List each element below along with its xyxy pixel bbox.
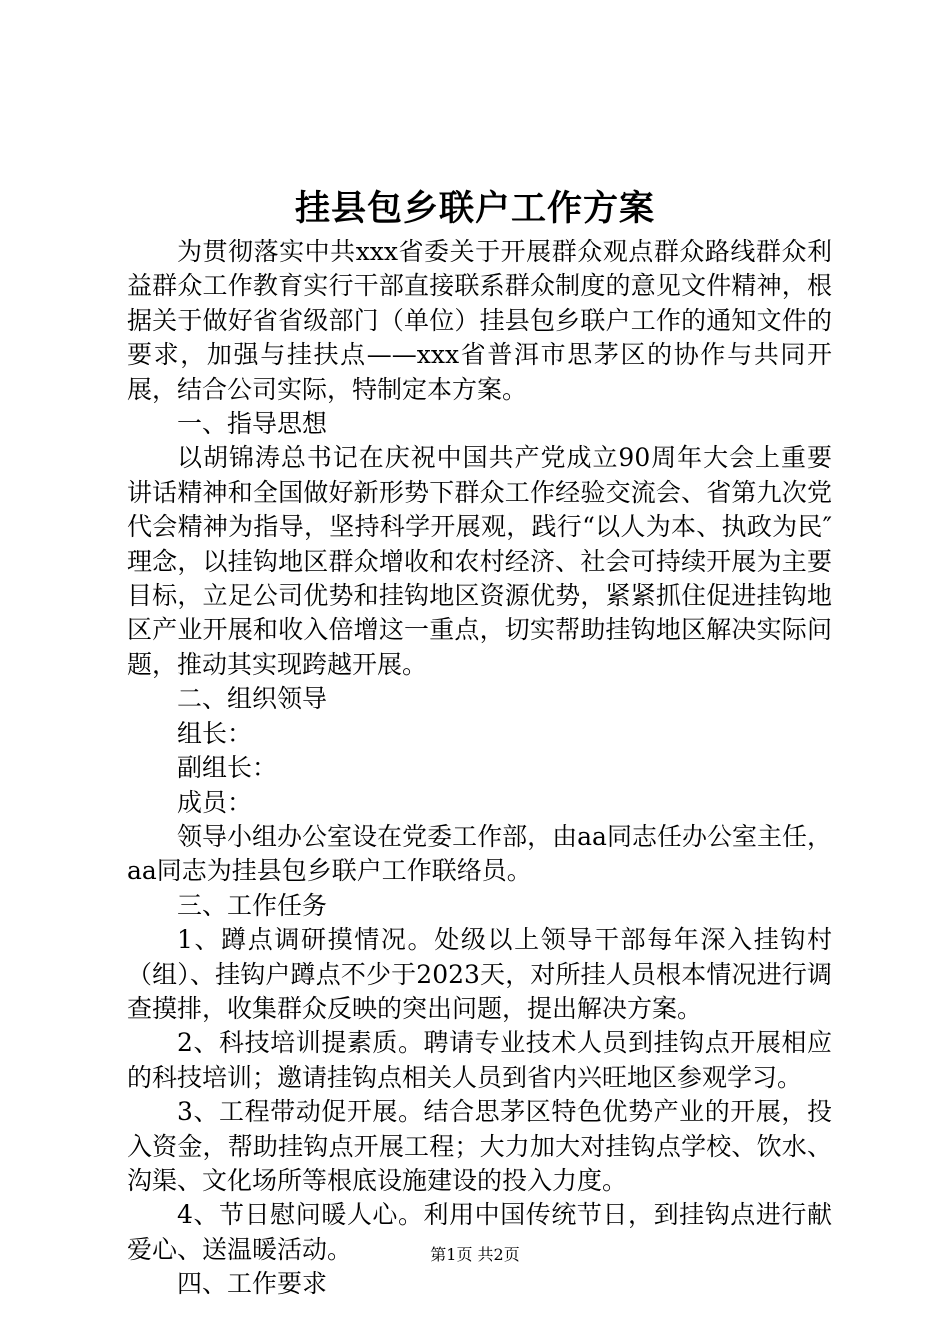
group-leader-line: 组长： (177, 718, 253, 748)
section-heading-guiding-ideology: 一、指导思想 (177, 409, 328, 439)
section-heading-organization: 二、组织领导 (177, 684, 328, 714)
document-title: 挂县包乡联户工作方案 (294, 188, 655, 229)
intro-paragraph: 为贯彻落实中共xxx省委关于开展群众观点群众路线群众利益群众工作教育实行干部直接联系群众制度的意见文件精神，根据关于做好省省级部门（单位）挂县包乡联户工作的通知文件的要求，加强与挂扶点——xxx省普洱市思茅区的协作与共同开展，结合公司实际，特制定本方案。 (127, 237, 832, 404)
task-item-1: 1、蹲点调研摸情况。处级以上领导干部每年深入挂钩村（组）、挂钩户蹲点不少于2023天，对所挂人员根本情况进行调查摸排，收集群众反映的突出问题，提出解决方案。 (127, 925, 832, 1023)
deputy-leader-line: 副组长： (177, 753, 278, 783)
members-line: 成员： (177, 787, 253, 817)
task-item-4: 4、节日慰问暖人心。利用中国传统节日，到挂钩点进行献爱心、送温暖活动。 (127, 1200, 832, 1264)
page-number-footer: 第1页 共2页 (430, 1245, 520, 1264)
task-item-2: 2、科技培训提素质。聘请专业技术人员到挂钩点开展相应的科技培训；邀请挂钩点相关人员到省内兴旺地区参观学习。 (127, 1028, 832, 1092)
task-item-3: 3、工程带动促开展。结合思茅区特色优势产业的开展，投入资金，帮助挂钩点开展工程；大力加大对挂钩点学校、饮水、沟渠、文化场所等根底设施建设的投入力度。 (127, 1097, 832, 1195)
office-paragraph: 领导小组办公室设在党委工作部，由aa同志任办公室主任，aa同志为挂县包乡联户工作联络员。 (127, 821, 832, 886)
guiding-ideology-paragraph: 以胡锦涛总书记在庆祝中国共产党成立90周年大会上重要讲话精神和全国做好新形势下群众工作经验交流会、省第九次党代会精神为指导，坚持科学开展观，践行“以人为本、执政为民″理念，以挂钩地区群众增收和农村经济、社会可持续开展为主要目标，立足公司优势和挂钩地区资源优势，紧紧抓住促进挂钩地区产业开展和收入倍增这一重点，切实帮助挂钩地区解决实际问题，推动其实现跨越开展。 (127, 443, 832, 679)
document-body (127, 235, 832, 1302)
section-heading-requirements: 四、工作要求 (177, 1269, 328, 1299)
section-heading-tasks: 三、工作任务 (177, 890, 328, 920)
